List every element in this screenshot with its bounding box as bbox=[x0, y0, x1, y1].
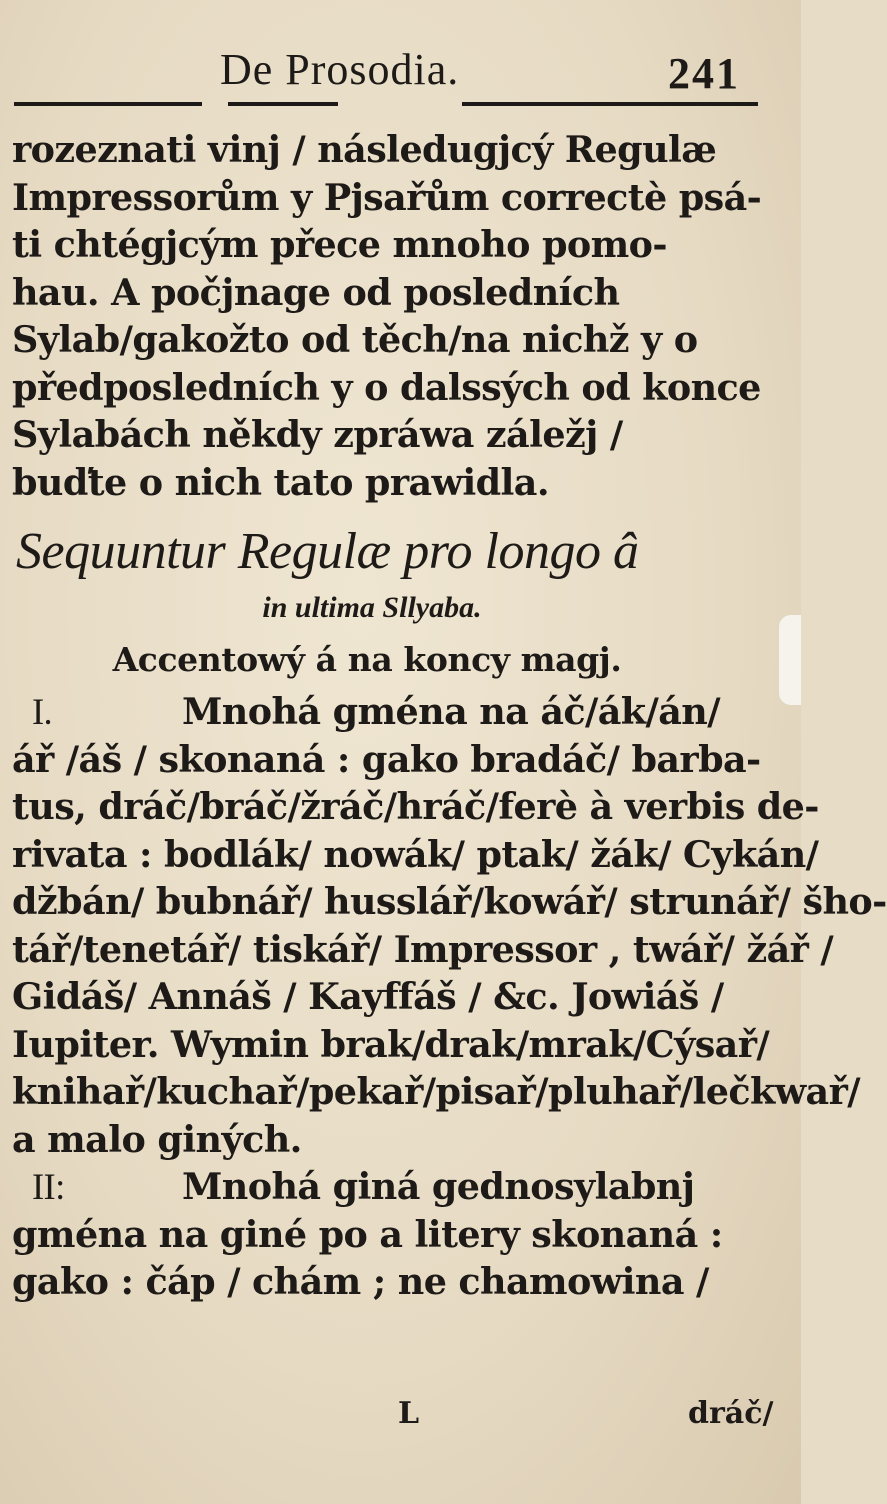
text-line: gako : čáp / chám ; ne chamowina / bbox=[12, 1260, 709, 1303]
signature-mark: L bbox=[398, 1396, 420, 1431]
text-line: rivata : bodlák/ nowák/ ptak/ žák/ Cykán/ bbox=[12, 832, 819, 876]
text-line: buďte o nich tato prawidla. bbox=[12, 460, 549, 504]
text-line: tus, dráč/bráč/žráč/hráč/ferè à verbis de- bbox=[12, 785, 819, 828]
text-line: předposledních y o dalssých od konce bbox=[12, 365, 761, 409]
section-heading: Sequuntur Regulæ pro longo â bbox=[16, 523, 639, 580]
text-line: knihař/kuchař/pekař/pisař/pluhař/lečkwař/ bbox=[12, 1070, 860, 1113]
text-line: ář /áš / skonaná : gako bradáč/ barba- bbox=[12, 737, 761, 781]
page-footer bbox=[0, 1396, 801, 1456]
text-line: gména na giné po a litery skonaná : bbox=[12, 1212, 723, 1256]
section-subheading-latin: in ultima Sllyaba. bbox=[262, 591, 482, 624]
header-rule-mid bbox=[228, 102, 338, 106]
section-subheading: Accentowý á na koncy magj. bbox=[112, 640, 622, 679]
text-line: hau. A počjnage od posledních bbox=[12, 270, 620, 314]
text-line: džbán/ bubnář/ husslář/kowář/ strunář/ šho- bbox=[12, 880, 887, 923]
text-line: Iupiter. Wymin brak/drak/mrak/Cýsař/ bbox=[12, 1022, 770, 1066]
rule-number: I. bbox=[32, 691, 53, 732]
catchword: dráč/ bbox=[688, 1396, 774, 1431]
rule-2-first-line bbox=[12, 1163, 782, 1211]
body-text bbox=[12, 126, 887, 1306]
header-rule-left bbox=[14, 102, 202, 106]
header-rule-right bbox=[462, 102, 758, 106]
rule-1-first-line bbox=[12, 688, 782, 736]
text-line: Sylabách někdy zpráwa záležj / bbox=[12, 413, 623, 456]
text-line: Mnohá gména na áč/ák/án/ bbox=[182, 690, 720, 733]
text-line: rozeznati vinj / následugjcý Regulæ bbox=[12, 128, 717, 171]
page-edge-tab bbox=[779, 615, 801, 705]
text-line: Impressorům y Pjsařům correctè psá- bbox=[12, 175, 762, 219]
running-head: De Prosodia. bbox=[220, 45, 460, 94]
text-line: ti chtégjcým přece mnoho pomo- bbox=[12, 223, 667, 266]
page-number: 241 bbox=[668, 49, 740, 98]
text-line: tář/tenetář/ tiskář/ Impressor , twář/ žář / bbox=[12, 927, 834, 971]
text-line: Gidáš/ Annáš / Kayffáš / &c. Jowiáš / bbox=[12, 975, 724, 1018]
page-header bbox=[0, 40, 801, 100]
text-line: Sylab/gakožto od těch/na nichž y o bbox=[12, 318, 698, 361]
rule-number: II: bbox=[32, 1166, 65, 1207]
text-line: a malo giných. bbox=[12, 1117, 302, 1161]
text-line: Mnohá giná gednosylabnj bbox=[182, 1165, 695, 1208]
